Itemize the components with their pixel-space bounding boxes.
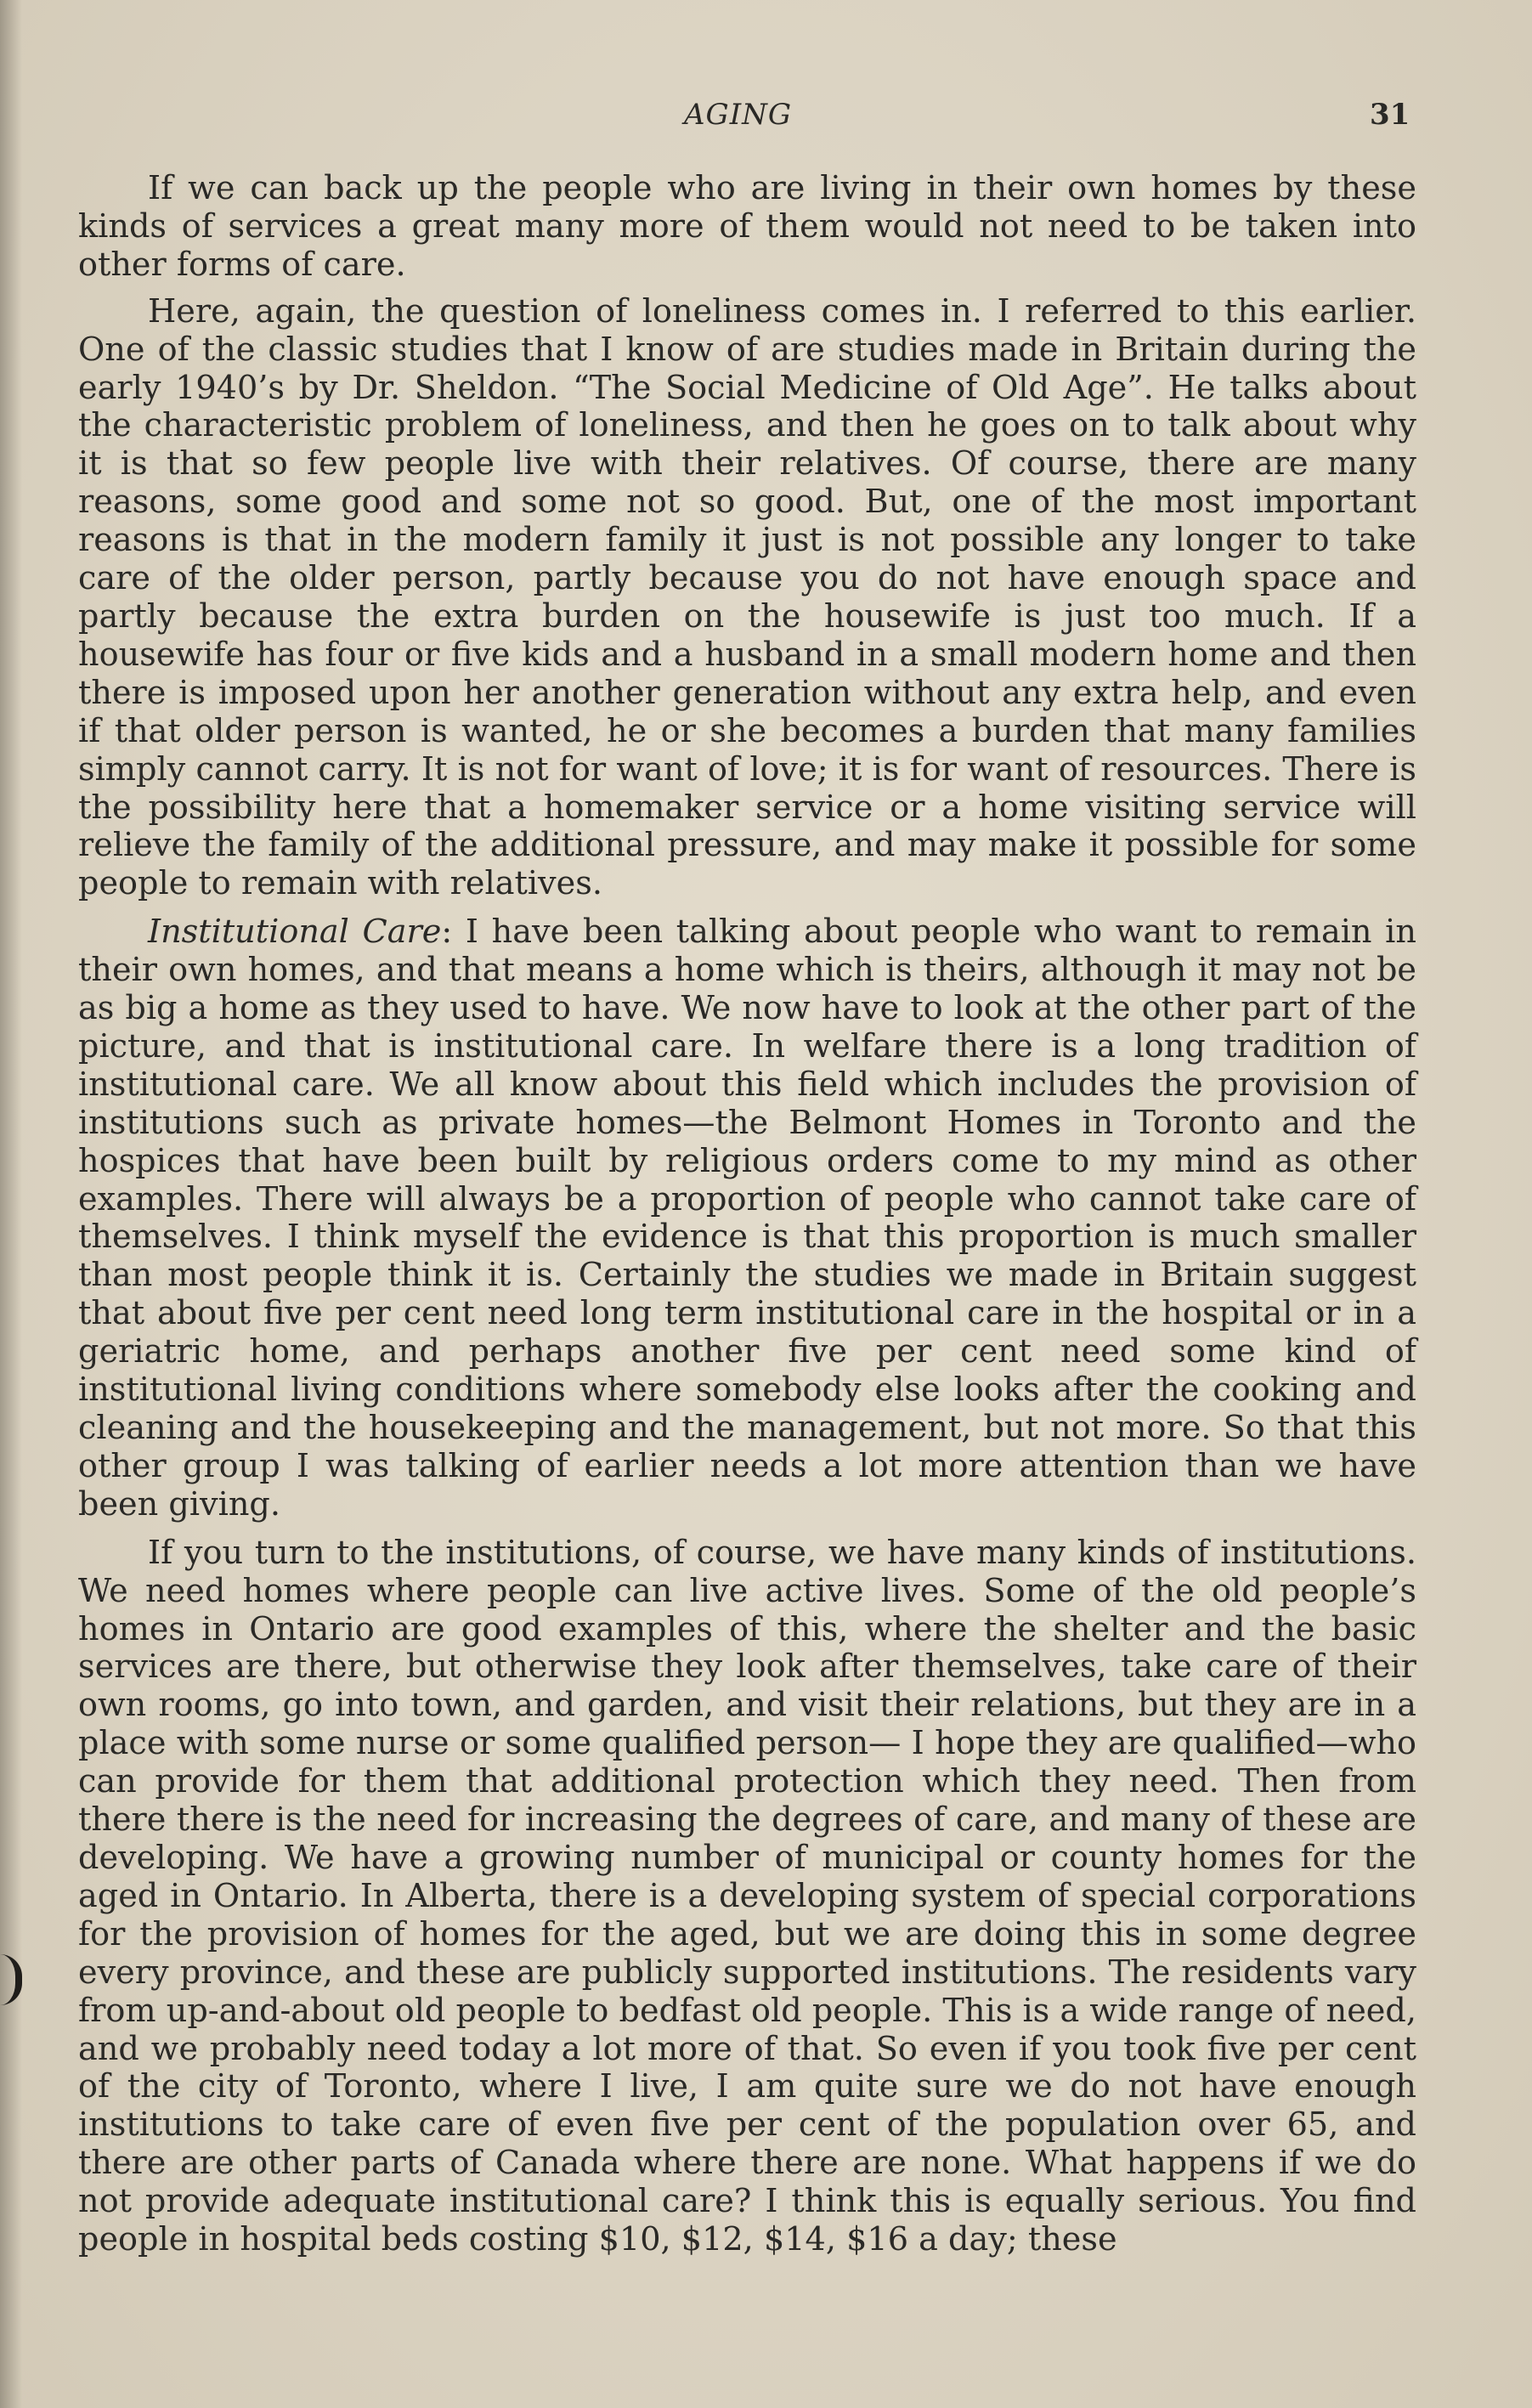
page-edge-shadow bbox=[0, 0, 22, 2408]
paragraph-text: If you turn to the institutions, of course, we have many kinds of institutions. We need homes where people can live active lives. Some of the old people’s homes in Ontario are good examples of this, where the shelter and the basic services are there, but otherwise they look after themselves, take care of their own rooms, go into town, and garden, and visit their relations, but they are in a place with some nurse or some qualified person— I hope they are qualified—who can provide for them that additional protection which they need. Then from there there is the need for increasing the degrees of care, and many of these are developing. We have a growing number of municipal or county homes for the aged in Ontario. In Alberta, there is a developing system of special corporations for the provision of homes for the aged, but we are doing this in some degree every province, and these are publicly supported institutions. The residents vary from up-and-about old people to bedfast old people. This is a wide range of need, and we probably need today a lot more of that. So even if you took five per cent of the city of Toronto, where I live, I am quite sure we do not have enough institutions to take care of even five per cent of the population over 65, and there are other parts of Canada where there are none. What happens if we do not provide adequate institutional care? I think this is equally serious. You find people in hospital beds costing $10, $12, $14, $16 a day; these bbox=[78, 1534, 1416, 2259]
section-run-in-heading: Institutional Care bbox=[148, 913, 442, 952]
paragraph bbox=[78, 293, 1416, 904]
paragraph-text: : I have been talking about people who want to remain in their own homes, and that means a home which is theirs, although it may not be as big a home as they used to have. We now have to look at the other part of the picture, and that is institutional care. In welfare there is a long tradition of institutional care. We all know about this field which includes the provision of institutions such as private homes—the Belmont Homes in Toronto and the hospices that have been built by religious orders come to my mind as other examples. There will always be a proportion of people who cannot take care of themselves. I think myself the evidence is that this proportion is much smaller than most people think it is. Certainly the studies we made in Britain suggest that about five per cent need long term institutional care in the hospital or in a geriatric home, and perhaps another five per cent need some kind of institutional living conditions where somebody else looks after the cooking and cleaning and the housekeeping and the management, but not more. So that this other group I was talking of earlier needs a lot more attention than we have been giving. bbox=[78, 913, 1416, 1523]
page-number: 31 bbox=[1370, 98, 1410, 132]
running-title: AGING bbox=[684, 98, 793, 132]
page-header bbox=[0, 98, 1532, 135]
body-text bbox=[78, 170, 1416, 2270]
paragraph bbox=[78, 1535, 1416, 2259]
paragraph-text: If we can back up the people who are living in their own homes by these kinds of services a great many more of them would not need to be taken into other forms of care. bbox=[78, 170, 1416, 284]
paragraph bbox=[78, 170, 1416, 285]
paragraph-text: Here, again, the question of loneliness comes in. I referred to this earlier. One of the classic studies that I know of are studies made in Britain during the early 1940’s by Dr. Sheldon. “The Social Medicine of Old Age”. He talks about the characteristic problem of loneliness, and then he goes on to talk about why it is that so few people live with their relatives. Of course, there are many reasons, some good and some not so good. But, one of the most important reasons is that in the modern family it just is not possible any longer to take care of the older person, partly because you do not have enough space and partly because the extra burden on the housewife is just too much. If a housewife has four or five kids and a husband in a small modern home and then there is imposed upon her another generation without any extra help, and even if that older person is wanted, he or she becomes a burden that many families simply cannot carry. It is not for want of love; it is for want of resources. There is the possibility here that a homemaker service or a home visiting service will relieve the family of the additional pressure, and may make it possible for some people to remain with relatives. bbox=[78, 292, 1416, 903]
paragraph bbox=[78, 913, 1416, 1524]
